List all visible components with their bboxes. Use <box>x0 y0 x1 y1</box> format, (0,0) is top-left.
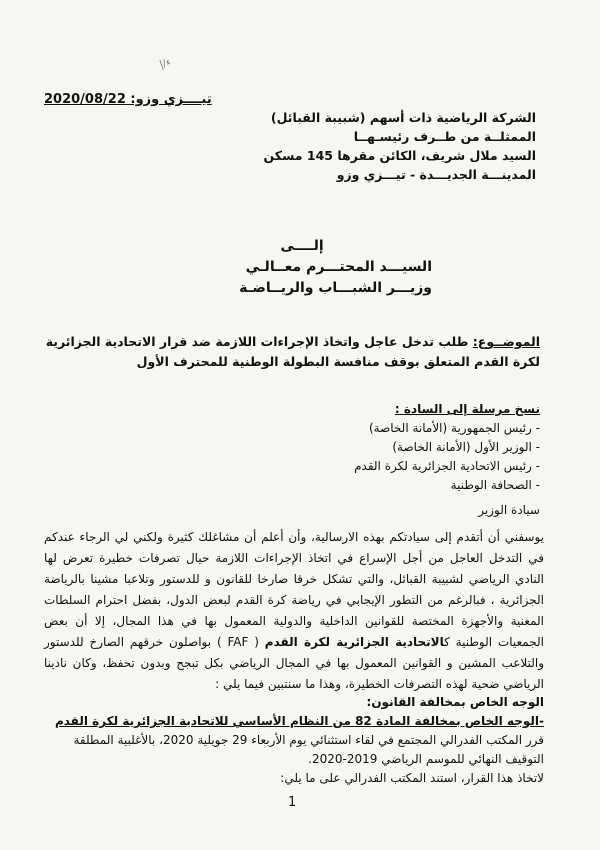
cc-item: - الوزير الأول (الأمانة الخاصة) <box>392 440 540 454</box>
law-section <box>44 693 544 788</box>
addressee-line: وزيـــر الشبـــاب والريــاضـة <box>239 280 432 296</box>
section-paragraph: قرر المكتب الفدرالي المجتمع في لقاء استثنائي يوم الأربعاء 29 جويلية 2020، بالأغلبية المطلقة التوقيف النهائي للموسم الرياضي 2019-2020. <box>73 733 544 766</box>
addressee-block <box>172 236 432 299</box>
subject-block <box>40 332 540 372</box>
sender-line: المدينـــة الجديـــدة - تيـــزي وزو <box>336 167 536 182</box>
subject-text: طلب تدخل عاجل واتخاذ الإجراءات اللازمة ضد قرار الاتحادية الجزائرية لكرة القدم المتعلق بوقف منافسة البطولة الوطنية للمحترف الأول <box>45 334 540 369</box>
date-line: تيــــزي وزو: 2020/08/22 <box>44 92 212 107</box>
cc-item: - الصحافة الوطنية <box>450 478 540 492</box>
salutation: سيادة الوزير <box>478 503 540 517</box>
handwritten-mark: ﺀ/ﺇ <box>158 56 173 71</box>
addressee-to: إلــــى <box>280 238 324 254</box>
sender-line: الممثلــة من طــرف رئيسـهــا <box>353 129 536 144</box>
subject-label: الموضــوع: <box>472 334 540 349</box>
section-paragraph: لاتخاذ هذا القرار، استند المكتب الفدرالي على ما يلي: <box>280 771 544 785</box>
body-text-end: ( FAF ) بواصلون خرقهم الصارخ للدستور والتلاعب المشين و القوانين المعمول بها في المجال الرياضي بكل تبجح وبدون تحفظ، وكان نادينا الرياضي ضحية لهذه التصرفات الخطيرة، وهذا ما سنتبين فيما يلي : <box>44 635 544 691</box>
cc-item: - رئيس الجمهورية (الأمانة الخاصة) <box>368 421 540 435</box>
addressee-line: السيـــد المحتـــرم معــالـي <box>245 259 432 275</box>
sender-line: الشركة الرياضية ذات أسهم (شبيبة القبائل) <box>270 110 536 125</box>
cc-block <box>140 400 540 495</box>
body-text-bold: الاتحادية الجزائرية لكرة القدم <box>264 635 445 649</box>
section-subheading: -الوجه الخاص بمخالفة المادة 82 من النظام الأساسي للاتحادية الجزائرية لكرة القدم <box>54 714 544 728</box>
sender-line: السيد ملال شريف، الكائن مقرها 145 مسكن <box>263 148 536 163</box>
cc-title: نسخ مرسلة إلى السادة : <box>394 402 540 416</box>
body-text: يوسفني أن أتقدم إلى سيادتكم بهذه الارسالية، وأن أعلم أن مشاغلك كثيرة ولكني لي الرجاء عندكم في التدخل العاجل من أجل الإسراع في اتخاذ الإجراءات اللازمة حيال تصرفات خطيرة تعرض لها النادي الرياضي لشبيبة القبائل، والتي تشكل خرقا صارخا للقانون و للدستور وتلاعبا مشينا بالرياضة الجزائرية ، فبالرغم من التطور الإيجابي في رياضة كرة القدم لبعض الدول، بفضل احترام السلطات المعنية والأجهزة المختصة للقوانين الداخلية والدولية المعمول بها في هذا المجال، إلا أن بعض الجمعيات الوطنية ك <box>44 530 544 649</box>
sender-block <box>196 108 536 184</box>
section-heading: الوجه الخاص بمخالفة القانون: <box>366 695 544 709</box>
cc-item: - رئيس الاتحادية الجزائرية لكرة القدم <box>354 459 540 473</box>
body-paragraph <box>44 527 544 695</box>
page-number: 1 <box>288 795 297 810</box>
